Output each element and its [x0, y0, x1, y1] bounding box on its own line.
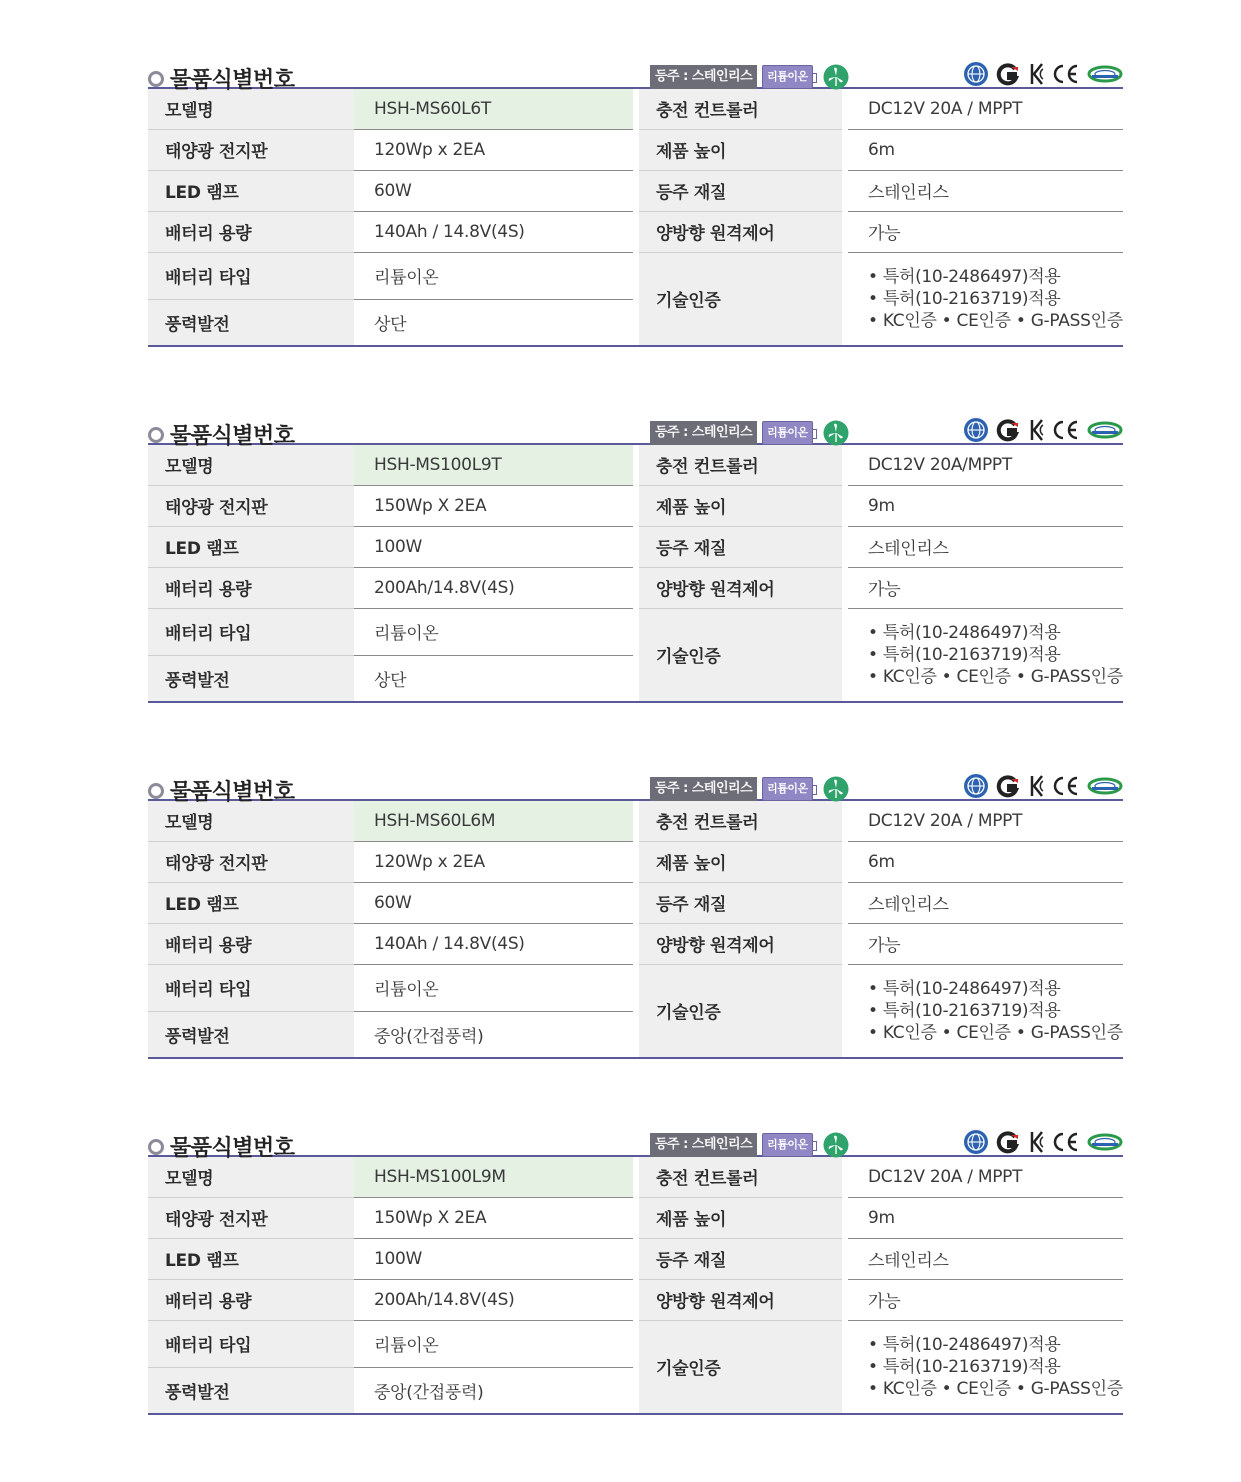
spec-header — [148, 411, 1123, 449]
bullet-circle-icon — [148, 427, 164, 443]
value-battery-capacity: 140Ah / 14.8V(4S) — [354, 211, 633, 252]
label-remote: 양방향 원격제어 — [639, 567, 842, 608]
bullet-circle-icon — [148, 783, 164, 799]
battery-type-badge: 리튬이온 — [762, 65, 813, 89]
value-battery-capacity: 200Ah/14.8V(4S) — [354, 567, 633, 608]
certification-marks — [963, 773, 1123, 799]
cert-line: • 특허(10-2163719)적용 — [868, 644, 1061, 665]
value-battery-type: 리튬이온 — [354, 1320, 633, 1367]
spec-badges — [650, 420, 849, 446]
value-controller: DC12V 20A / MPPT — [848, 1156, 1123, 1197]
label-controller: 충전 컨트롤러 — [639, 1156, 842, 1197]
value-solar: 150Wp X 2EA — [354, 485, 633, 526]
label-battery-type: 배터리 타입 — [148, 964, 354, 1011]
cert-line: • 특허(10-2486497)적용 — [868, 622, 1061, 643]
certification-marks — [963, 61, 1123, 87]
value-wind: 상단 — [374, 314, 407, 335]
certification-marks — [963, 1129, 1123, 1155]
section-title — [148, 419, 295, 450]
value-battery-capacity: 140Ah / 14.8V(4S) — [354, 923, 633, 964]
section-title-text: 물품식별번호 — [170, 780, 295, 805]
wind-turbine-icon — [823, 64, 849, 90]
value-solar: 150Wp X 2EA — [354, 1197, 633, 1238]
label-solar: 태양광 전지판 — [148, 841, 354, 882]
spec-header — [148, 55, 1123, 93]
label-solar: 태양광 전지판 — [148, 1197, 354, 1238]
cert-line: • 특허(10-2163719)적용 — [868, 1000, 1061, 1021]
value-model: HSH-MS60L6M — [354, 800, 633, 841]
table-row — [148, 88, 1123, 129]
cert-line: • 특허(10-2486497)적용 — [868, 266, 1061, 287]
spec-header — [148, 767, 1123, 805]
label-model: 모델명 — [148, 88, 354, 129]
value-remote: 가능 — [848, 1279, 1123, 1320]
green-cert-icon — [1087, 773, 1123, 799]
value-height: 6m — [848, 129, 1123, 170]
label-height: 제품 높이 — [639, 485, 842, 526]
wind-turbine-icon — [823, 1132, 849, 1158]
ce-mark-icon — [1051, 61, 1081, 87]
table-row — [148, 129, 1123, 170]
wind-turbine-icon — [823, 776, 849, 802]
pole-material-badge: 등주 : 스테인리스 — [650, 777, 757, 801]
cert-line: • KC인증 • CE인증 • G-PASS인증 — [868, 1378, 1123, 1399]
label-controller: 충전 컨트롤러 — [639, 88, 842, 129]
label-solar: 태양광 전지판 — [148, 129, 354, 170]
cert-line: • 특허(10-2486497)적용 — [868, 1334, 1061, 1355]
pole-material-badge: 등주 : 스테인리스 — [650, 421, 757, 445]
value-remote: 가능 — [848, 567, 1123, 608]
ce-mark-icon — [1051, 773, 1081, 799]
globe-cert-icon — [963, 1129, 989, 1155]
bullet-circle-icon — [148, 1139, 164, 1155]
battery-type-badge: 리튬이온 — [762, 421, 813, 445]
g-pass-icon — [995, 61, 1021, 87]
g-pass-icon — [995, 1129, 1021, 1155]
value-controller: DC12V 20A/MPPT — [848, 444, 1123, 485]
table-row — [148, 211, 1123, 252]
value-cert — [848, 964, 1123, 1058]
label-material: 등주 재질 — [639, 170, 842, 211]
value-led: 100W — [354, 526, 633, 567]
label-material: 등주 재질 — [639, 1238, 842, 1279]
cert-line: • KC인증 • CE인증 • G-PASS인증 — [868, 310, 1123, 331]
value-material: 스테인리스 — [848, 882, 1123, 923]
table-row — [148, 567, 1123, 608]
table-row — [148, 526, 1123, 567]
globe-cert-icon — [963, 61, 989, 87]
label-material: 등주 재질 — [639, 882, 842, 923]
kc-mark-icon — [1027, 773, 1045, 799]
table-row — [148, 444, 1123, 485]
ce-mark-icon — [1051, 417, 1081, 443]
label-cert: 기술인증 — [639, 608, 842, 702]
table-row — [148, 923, 1123, 964]
label-remote: 양방향 원격제어 — [639, 211, 842, 252]
value-material: 스테인리스 — [848, 170, 1123, 211]
cert-line: • 특허(10-2486497)적용 — [868, 978, 1061, 999]
g-pass-icon — [995, 417, 1021, 443]
value-cert — [848, 608, 1123, 702]
value-wind: 상단 — [374, 670, 407, 691]
value-led: 100W — [354, 1238, 633, 1279]
kc-mark-icon — [1027, 417, 1045, 443]
label-battery-capacity: 배터리 용량 — [148, 1279, 354, 1320]
spec-table — [148, 1155, 1123, 1415]
value-solar: 120Wp x 2EA — [354, 129, 633, 170]
label-battery-type: 배터리 타입 — [148, 1320, 354, 1367]
label-led: LED 램프 — [148, 526, 354, 567]
product-spec-block — [148, 55, 1123, 347]
label-battery-capacity: 배터리 용량 — [148, 923, 354, 964]
pole-material-badge: 등주 : 스테인리스 — [650, 65, 757, 89]
kc-mark-icon — [1027, 61, 1045, 87]
label-material: 등주 재질 — [639, 526, 842, 567]
label-battery-type: 배터리 타입 — [148, 608, 354, 655]
kc-mark-icon — [1027, 1129, 1045, 1155]
label-battery-type: 배터리 타입 — [148, 252, 354, 299]
value-battery-type: 리튬이온 — [354, 252, 633, 299]
table-row — [148, 1238, 1123, 1279]
cert-line: • KC인증 • CE인증 • G-PASS인증 — [868, 666, 1123, 687]
ce-mark-icon — [1051, 1129, 1081, 1155]
value-battery-type: 리튬이온 — [354, 608, 633, 655]
table-row — [148, 800, 1123, 841]
product-spec-block — [148, 1123, 1123, 1415]
value-led: 60W — [354, 882, 633, 923]
value-cert — [848, 1320, 1123, 1414]
value-model: HSH-MS100L9T — [354, 444, 633, 485]
section-title-text: 물품식별번호 — [170, 424, 295, 449]
value-controller: DC12V 20A / MPPT — [848, 88, 1123, 129]
value-material: 스테인리스 — [848, 1238, 1123, 1279]
table-row — [148, 252, 1123, 299]
value-led: 60W — [354, 170, 633, 211]
label-wind: 풍력발전 — [148, 299, 354, 346]
table-row — [148, 485, 1123, 526]
battery-type-badge: 리튬이온 — [762, 1133, 813, 1157]
value-cert — [848, 252, 1123, 346]
product-spec-block — [148, 767, 1123, 1059]
table-row — [148, 170, 1123, 211]
value-remote: 가능 — [848, 211, 1123, 252]
label-remote: 양방향 원격제어 — [639, 923, 842, 964]
section-title-text: 물품식별번호 — [170, 68, 295, 93]
label-led: LED 램프 — [148, 1238, 354, 1279]
spec-badges — [650, 1132, 849, 1158]
label-model: 모델명 — [148, 800, 354, 841]
green-cert-icon — [1087, 1129, 1123, 1155]
spec-table — [148, 443, 1123, 703]
table-row — [148, 964, 1123, 1011]
value-height: 9m — [848, 485, 1123, 526]
label-battery-capacity: 배터리 용량 — [148, 567, 354, 608]
globe-cert-icon — [963, 417, 989, 443]
value-wind: 중앙(간접풍력) — [374, 1382, 484, 1403]
label-cert: 기술인증 — [639, 252, 842, 346]
bullet-circle-icon — [148, 71, 164, 87]
label-wind: 풍력발전 — [148, 655, 354, 702]
value-material: 스테인리스 — [848, 526, 1123, 567]
value-remote: 가능 — [848, 923, 1123, 964]
spec-header — [148, 1123, 1123, 1161]
value-height: 9m — [848, 1197, 1123, 1238]
section-title — [148, 775, 295, 806]
label-solar: 태양광 전지판 — [148, 485, 354, 526]
table-row — [148, 1320, 1123, 1367]
label-height: 제품 높이 — [639, 841, 842, 882]
label-height: 제품 높이 — [639, 129, 842, 170]
label-led: LED 램프 — [148, 170, 354, 211]
product-spec-block — [148, 411, 1123, 703]
cert-line: • 특허(10-2163719)적용 — [868, 1356, 1061, 1377]
value-solar: 120Wp x 2EA — [354, 841, 633, 882]
green-cert-icon — [1087, 61, 1123, 87]
table-row — [148, 608, 1123, 655]
spec-badges — [650, 64, 849, 90]
section-title-text: 물품식별번호 — [170, 1136, 295, 1161]
pole-material-badge: 등주 : 스테인리스 — [650, 1133, 757, 1157]
g-pass-icon — [995, 773, 1021, 799]
label-cert: 기술인증 — [639, 964, 842, 1058]
table-row — [148, 1279, 1123, 1320]
spec-table — [148, 87, 1123, 347]
wind-turbine-icon — [823, 420, 849, 446]
label-model: 모델명 — [148, 1156, 354, 1197]
label-model: 모델명 — [148, 444, 354, 485]
table-row — [148, 841, 1123, 882]
section-title — [148, 1131, 295, 1162]
label-controller: 충전 컨트롤러 — [639, 800, 842, 841]
value-battery-type: 리튬이온 — [354, 964, 633, 1011]
value-wind: 중앙(간접풍력) — [374, 1026, 484, 1047]
label-wind: 풍력발전 — [148, 1011, 354, 1058]
table-row — [148, 882, 1123, 923]
label-battery-capacity: 배터리 용량 — [148, 211, 354, 252]
value-model: HSH-MS100L9M — [354, 1156, 633, 1197]
table-row — [148, 1156, 1123, 1197]
battery-type-badge: 리튬이온 — [762, 777, 813, 801]
cert-line: • 특허(10-2163719)적용 — [868, 288, 1061, 309]
value-controller: DC12V 20A / MPPT — [848, 800, 1123, 841]
certification-marks — [963, 417, 1123, 443]
section-title — [148, 63, 295, 94]
value-height: 6m — [848, 841, 1123, 882]
value-battery-capacity: 200Ah/14.8V(4S) — [354, 1279, 633, 1320]
cert-line: • KC인증 • CE인증 • G-PASS인증 — [868, 1022, 1123, 1043]
value-model: HSH-MS60L6T — [354, 88, 633, 129]
spec-badges — [650, 776, 849, 802]
label-controller: 충전 컨트롤러 — [639, 444, 842, 485]
label-cert: 기술인증 — [639, 1320, 842, 1414]
globe-cert-icon — [963, 773, 989, 799]
label-remote: 양방향 원격제어 — [639, 1279, 842, 1320]
label-wind: 풍력발전 — [148, 1367, 354, 1414]
label-led: LED 램프 — [148, 882, 354, 923]
table-row — [148, 1197, 1123, 1238]
spec-table — [148, 799, 1123, 1059]
label-height: 제품 높이 — [639, 1197, 842, 1238]
green-cert-icon — [1087, 417, 1123, 443]
